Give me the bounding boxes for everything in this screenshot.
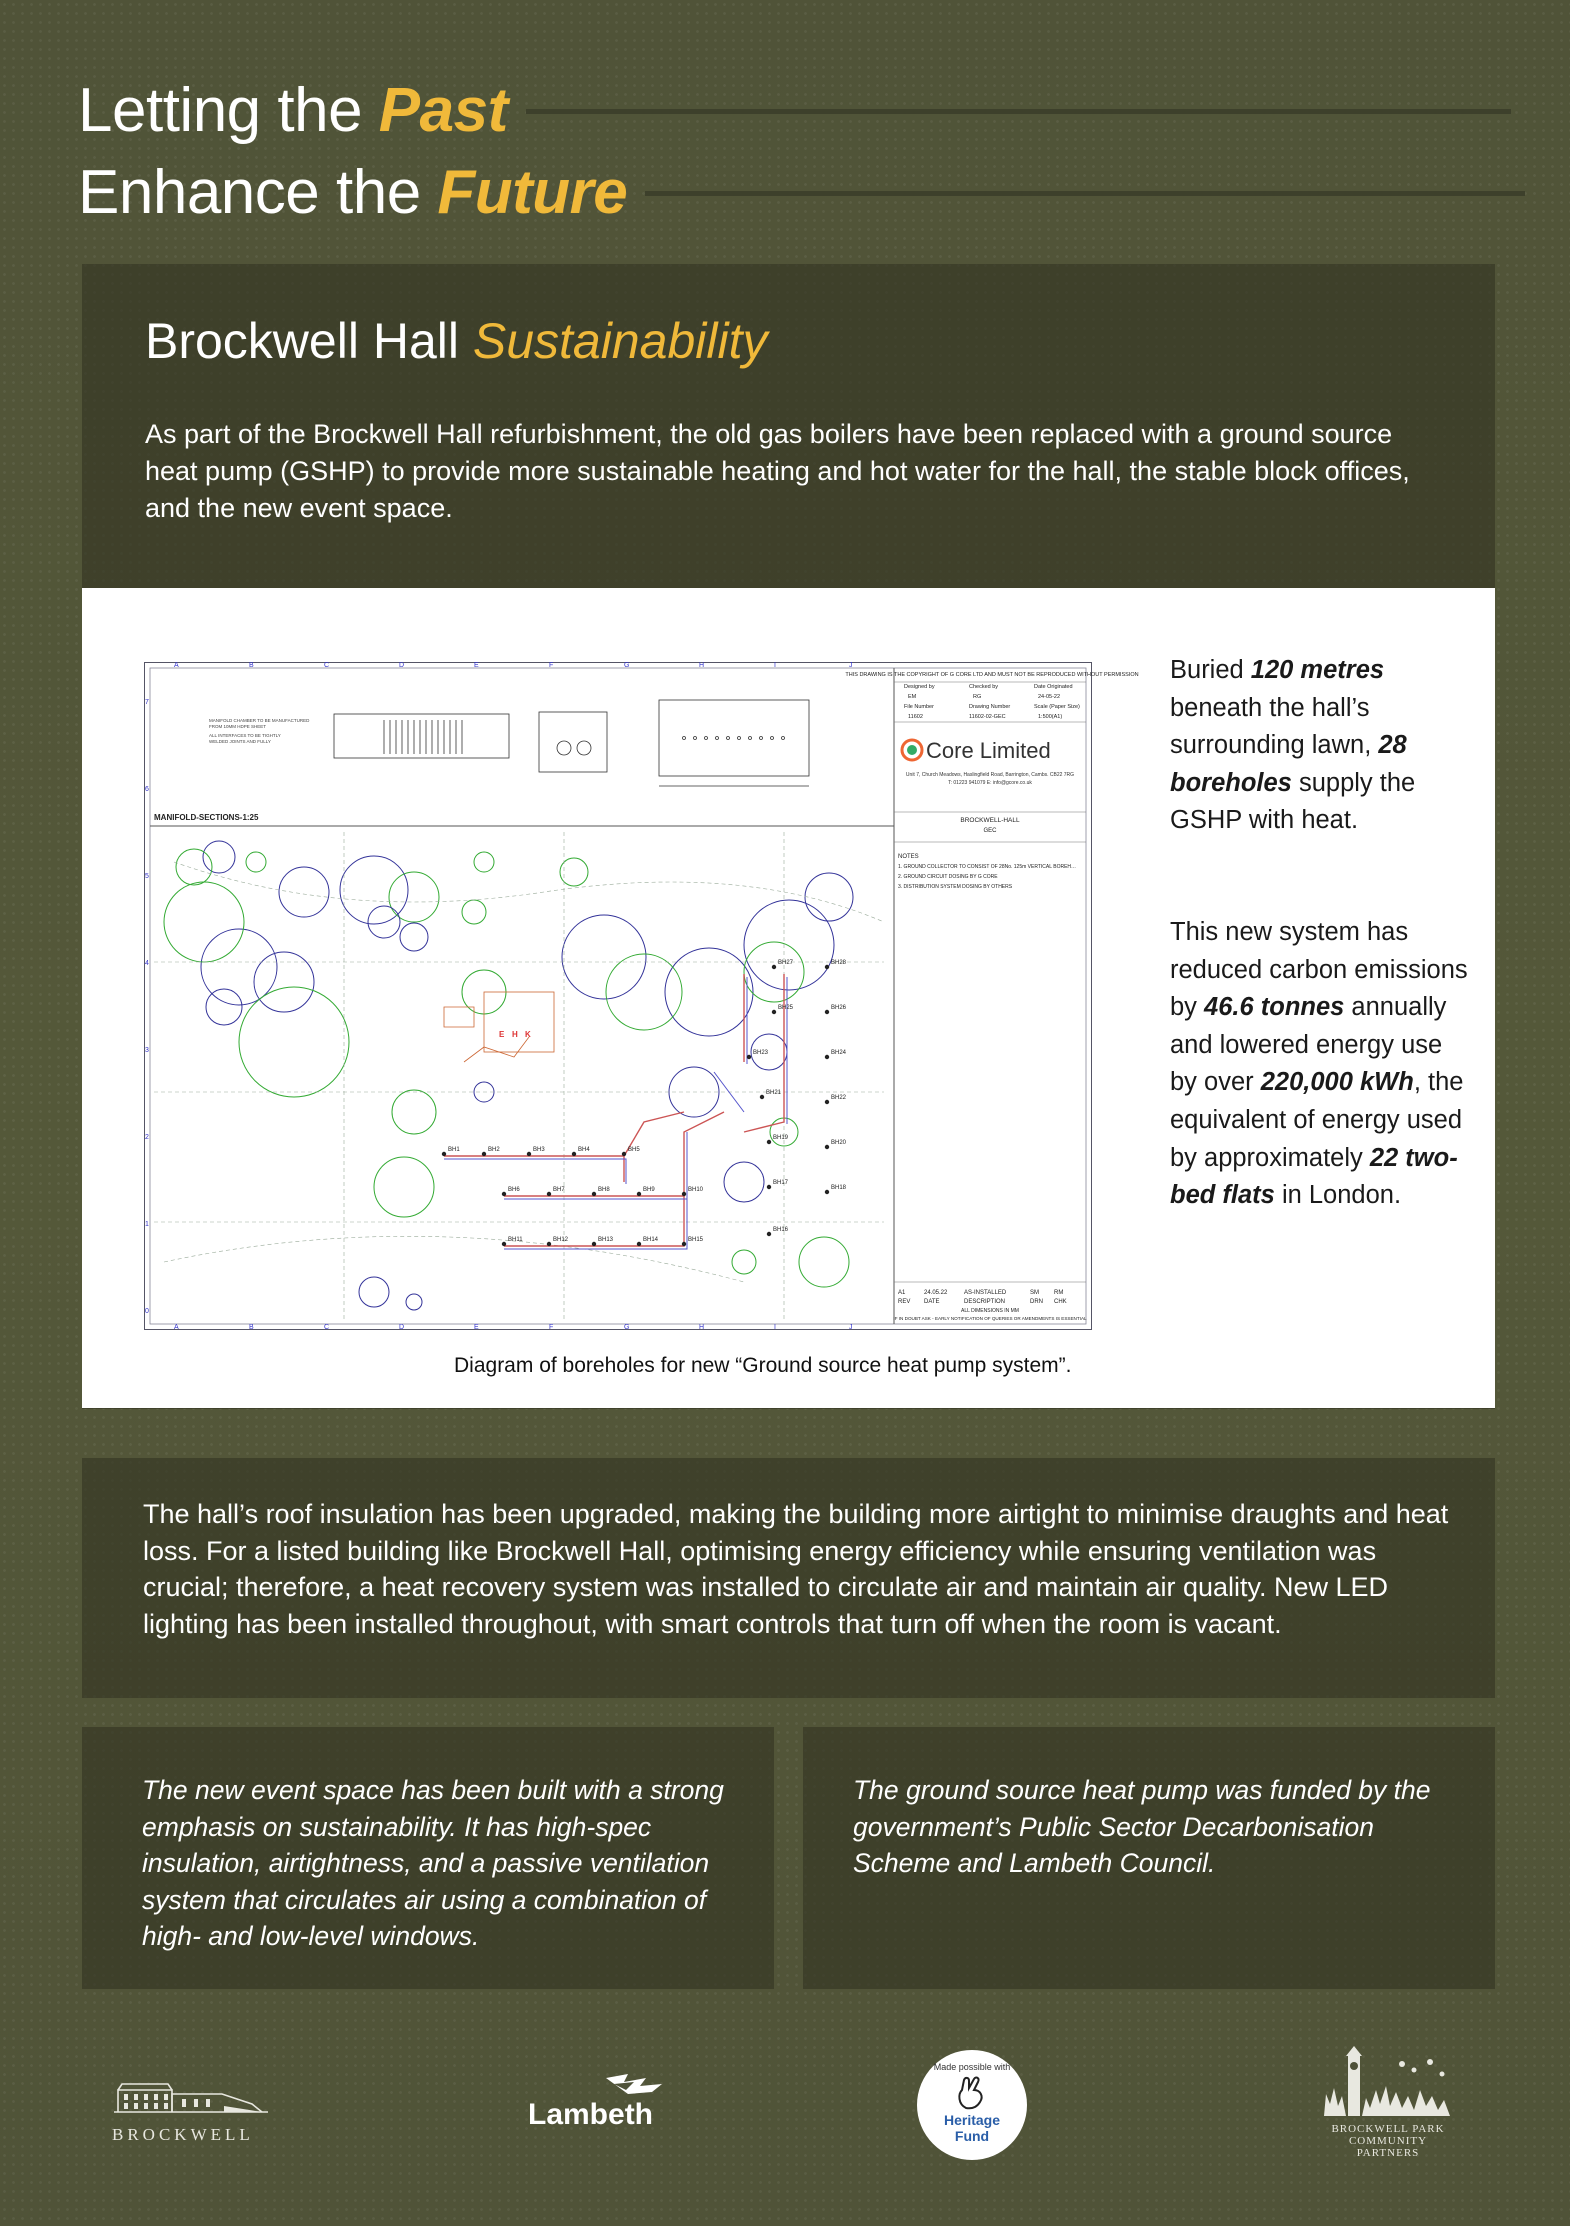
panel-title: [145, 312, 767, 370]
borehole-label: BH5: [628, 1147, 640, 1153]
drawing-text-notesl: NOTES: [898, 854, 919, 860]
drawing-text-contact: T: 01223 941079 E: info@gcore.co.uk: [948, 780, 1032, 786]
borehole-marker: [547, 1242, 551, 1246]
grid-col-label: B: [249, 1324, 254, 1331]
insulation-paragraph: The hall’s roof insulation has been upgraded, making the building more airtight to minimise draughts and heat loss. For a listed building like Brockwell Hall, optimising energy efficiency while ensuring ventilation was crucial; therefore, a heat recovery system was installed to circulate air and maintain air quality. New LED lighting has been installed throughout, with smart controls that turn off when the room is vacant.: [143, 1499, 1449, 1639]
borehole-label: BH23: [753, 1050, 769, 1056]
grid-col-label: F: [549, 1324, 554, 1331]
borehole-marker: [825, 965, 829, 969]
emissions-fact: This new system has reduced carbon emissions by 46.6 tonnes annually and lowered energy use by over 220,000 kWh, the equivalent of energy used by approximately 22 two-bed flats in London.: [1170, 918, 1475, 1210]
borehole-label: BH26: [831, 1005, 847, 1011]
grid-col-label: C: [324, 1324, 330, 1331]
borehole-marker: [572, 1152, 576, 1156]
grid-col-label: G: [624, 1324, 630, 1331]
header-accent-past: Past: [378, 76, 508, 145]
grid-col-label: E: [474, 662, 479, 669]
heritage-fund-text-1: Heritage: [943, 2112, 1001, 2128]
grid-col-label: G: [624, 662, 630, 669]
drawing-text-doubt1: IF IN DOUBT ASK - EARLY NOTIFICATION OF QUERIES OR AMENDMENTS IS ESSENTIAL: [893, 1316, 1087, 1321]
crossed-fingers-icon: [952, 2076, 992, 2110]
panel-title-text: Brockwell Hall: [145, 313, 473, 369]
borehole-marker: [592, 1192, 596, 1196]
borehole-label: BH19: [773, 1135, 789, 1141]
clock-tower-skyline-icon: [1318, 2046, 1458, 2118]
borehole-marker: [682, 1242, 686, 1246]
drawing-text-dn: 11602-02-GEC: [969, 714, 1006, 720]
borehole-label: BH10: [688, 1187, 704, 1193]
drawing-text-dimnote: ALL DIMENSIONS IN MM: [961, 1308, 1019, 1314]
heritage-fund-text-2: Fund: [954, 2128, 990, 2144]
grid-col-label: B: [249, 662, 254, 669]
borehole-marker: [622, 1152, 626, 1156]
svg-text:ALL INTERFACES TO BE TIGHTLY: ALL INTERFACES TO BE TIGHTLY: [209, 733, 281, 738]
header-line-2-text: Enhance the: [78, 158, 438, 227]
borehole-label: BH22: [831, 1095, 847, 1101]
grid-col-label: H: [699, 1324, 705, 1331]
grid-col-label: I: [774, 662, 776, 669]
heritage-fund-logo: [917, 2050, 1027, 2160]
drawing-text-fn: 11602: [908, 714, 923, 720]
borehole-label: BH3: [533, 1147, 545, 1153]
event-space-text: The new event space has been built with a strong emphasis on sustainability. It has high-spec insulation, airtightness, and a passive ventilation system that circulates air using a combination of high- and low-level windows.: [142, 1775, 724, 1951]
grid-col-label: D: [399, 662, 405, 669]
borehole-marker: [527, 1152, 531, 1156]
grid-row-label: 4: [145, 960, 149, 967]
borehole-marker: [747, 1055, 751, 1059]
drawing-text-dbl: Designed by: [904, 684, 935, 690]
grid-row-label: 1: [145, 1221, 149, 1228]
grid-row-label: 0: [145, 1308, 149, 1315]
intro-paragraph: As part of the Brockwell Hall refurbishment, the old gas boilers have been replaced with a ground source heat pump (GSHP) to provide more sustainable heating and hot water for the hall, the stable block offices, and the new event space.: [145, 419, 1410, 523]
borehole-marker: [767, 1185, 771, 1189]
borehole-marker: [825, 1055, 829, 1059]
borehole-label: BH20: [831, 1140, 847, 1146]
borehole-marker: [502, 1192, 506, 1196]
revision-header: DATE: [924, 1299, 940, 1305]
grid-row-label: 7: [145, 699, 149, 706]
grid-row-label: 6: [145, 786, 149, 793]
revision-cell: RM: [1054, 1290, 1064, 1296]
borehole-label: BH12: [553, 1237, 569, 1243]
drawing-text-dtl: Date Originated: [1034, 684, 1073, 690]
drawing-text-proj: BROCKWELL-HALL: [960, 817, 1020, 824]
borehole-label: BH13: [598, 1237, 614, 1243]
brockwell-hall-icon: [112, 2072, 272, 2116]
grid-col-label: H: [699, 662, 705, 669]
borehole-marker: [825, 1145, 829, 1149]
borehole-label: BH27: [778, 960, 794, 966]
drawing-text-dt: 24-05-22: [1038, 694, 1061, 700]
header-rule-2: [645, 191, 1525, 196]
borehole-label: BH28: [831, 960, 847, 966]
grid-row-label: 2: [145, 1134, 149, 1141]
grid-col-label: I: [774, 1324, 776, 1331]
revision-header: REV: [898, 1299, 911, 1305]
drawing-text-fnl: File Number: [904, 704, 934, 710]
header-line-2: [78, 158, 1525, 227]
funding-text: The ground source heat pump was funded by the government’s Public Sector Decarbonisation Scheme and Lambeth Council.: [853, 1775, 1431, 1878]
drawing-text-sec-label: MANIFOLD-SECTIONS-1:25: [154, 813, 259, 822]
header-line-1: [78, 76, 1511, 145]
borehole-marker: [502, 1242, 506, 1246]
borehole-marker: [682, 1192, 686, 1196]
grid-col-label: D: [399, 1324, 405, 1331]
borehole-label: BH4: [578, 1147, 590, 1153]
diagram-card: [82, 588, 1495, 1408]
svg-text:WELDED JOINTS AND FULLY: WELDED JOINTS AND FULLY: [209, 739, 271, 744]
borehole-label: BH25: [778, 1005, 794, 1011]
svg-text:MANIFOLD CHAMBER TO BE MANUFAC: MANIFOLD CHAMBER TO BE MANUFACTURED: [209, 718, 310, 723]
drawing-note: 2. GROUND CIRCUIT DOSING BY G CORE: [898, 874, 998, 880]
diagram-caption: Diagram of boreholes for new “Ground source heat pump system”.: [454, 1354, 1072, 1377]
borehole-label: BH24: [831, 1050, 847, 1056]
borehole-label: BH9: [643, 1187, 655, 1193]
svg-text:H: H: [512, 1030, 518, 1039]
drawing-text-cr: THIS DRAWING IS THE COPYRIGHT OF G CORE LTD AND MUST NOT BE REPRODUCED WITHOUT PERMISSION: [845, 672, 1139, 678]
drawing-text-sc: 1:500(A1): [1038, 714, 1063, 720]
revision-cell: A1: [898, 1290, 906, 1296]
grid-col-label: A: [174, 662, 179, 669]
header-line-1-text: Letting the: [78, 76, 379, 145]
revision-cell: AS-INSTALLED: [964, 1290, 1007, 1296]
borehole-marker: [767, 1140, 771, 1144]
grid-col-label: E: [474, 1324, 479, 1331]
header-rule-1: [526, 109, 1511, 114]
drawing-text-company: Core Limited: [926, 738, 1051, 763]
community-partners-text-2: COMMUNITY PARTNERS: [1348, 2135, 1428, 2159]
svg-text:E: E: [499, 1030, 505, 1039]
borehole-marker: [547, 1192, 551, 1196]
revision-header: DRN: [1030, 1299, 1043, 1305]
borehole-label: BH14: [643, 1237, 659, 1243]
borehole-fact: Buried 120 metres beneath the hall’s surrounding lawn, 28 boreholes supply the GSHP with heat.: [1170, 656, 1423, 835]
drawing-text-db: EM: [908, 694, 917, 700]
borehole-label: BH18: [831, 1185, 847, 1191]
header-accent-future: Future: [437, 158, 628, 227]
borehole-label: BH7: [553, 1187, 565, 1193]
panel-title-accent: Sustainability: [472, 313, 768, 369]
grid-col-label: C: [324, 662, 330, 669]
borehole-marker: [760, 1095, 764, 1099]
borehole-label: BH16: [773, 1227, 789, 1233]
borehole-marker: [825, 1010, 829, 1014]
borehole-label: BH2: [488, 1147, 500, 1153]
revision-cell: SM: [1030, 1290, 1039, 1296]
drawing-text-ck: RG: [973, 694, 982, 700]
community-partners-text-1: BROCKWELL PARK: [1331, 2123, 1445, 2135]
borehole-label: BH1: [448, 1147, 460, 1153]
heritage-fund-tagline: Made possible with: [933, 2062, 1011, 2072]
revision-header: DESCRIPTION: [964, 1299, 1006, 1305]
borehole-label: BH17: [773, 1180, 789, 1186]
borehole-marker: [592, 1242, 596, 1246]
borehole-label: BH21: [766, 1090, 782, 1096]
brockwell-logo: [112, 2072, 272, 2142]
grid-col-label: F: [549, 662, 554, 669]
revision-cell: 24.05.22: [924, 1290, 948, 1296]
drawing-text-ckl: Checked by: [969, 684, 999, 690]
drawing-text-dnl: Drawing Number: [969, 704, 1011, 710]
drawing-note: 1. GROUND COLLECTOR TO CONSIST OF 28No. 125m VERTICAL BOREH…: [898, 864, 1077, 870]
grid-col-label: J: [849, 1324, 853, 1331]
community-partners-logo: [1318, 2046, 1458, 2159]
grid-row-label: 3: [145, 1047, 149, 1054]
borehole-marker: [772, 1010, 776, 1014]
drawing-text-scl: Scale (Paper Size): [1034, 704, 1080, 710]
drawing-note: 3. DISTRIBUTION SYSTEM DOSING BY OTHERS: [898, 884, 1013, 890]
lambeth-logo-text: Lambeth: [528, 2098, 654, 2131]
grid-row-label: 5: [145, 873, 149, 880]
brockwell-logo-text: BROCKWELL: [112, 2125, 254, 2144]
revision-header: CHK: [1054, 1299, 1067, 1305]
drawing-text-projsub: GEC: [983, 828, 997, 834]
borehole-label: BH11: [508, 1237, 523, 1243]
svg-text:FROM 10MM HDPE SHEET: FROM 10MM HDPE SHEET: [209, 724, 267, 729]
borehole-marker: [825, 1190, 829, 1194]
borehole-marker: [482, 1152, 486, 1156]
borehole-marker: [442, 1152, 446, 1156]
borehole-marker: [767, 1232, 771, 1236]
drawing-text-addr: Unit 7, Church Meadows, Haslingfield Road, Barrington, Cambs. CB22 7RG: [905, 772, 1075, 778]
borehole-marker: [637, 1242, 641, 1246]
borehole-label: BH15: [688, 1237, 704, 1243]
grid-col-label: J: [849, 662, 853, 669]
borehole-label: BH6: [508, 1187, 520, 1193]
lambeth-logo: [528, 2072, 688, 2142]
borehole-marker: [825, 1100, 829, 1104]
svg-text:K: K: [525, 1030, 531, 1039]
borehole-marker: [772, 965, 776, 969]
borehole-marker: [637, 1192, 641, 1196]
borehole-plan-drawing: [144, 662, 1139, 1331]
grid-col-label: A: [174, 1324, 179, 1331]
borehole-label: BH8: [598, 1187, 610, 1193]
